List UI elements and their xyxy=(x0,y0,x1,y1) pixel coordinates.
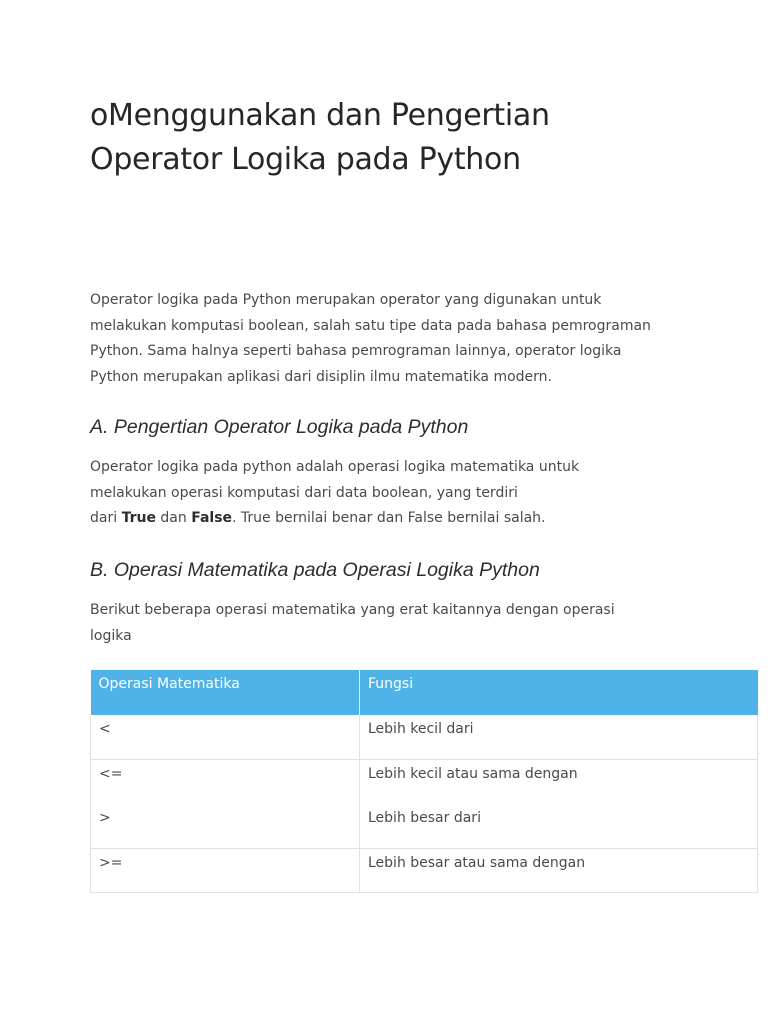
table-row xyxy=(91,849,758,893)
intro-line-2: melakukan komputasi boolean, salah satu tipe data pada bahasa pemrograman xyxy=(90,317,651,334)
operator-cell: >= xyxy=(91,849,360,893)
intro-line-4: Python merupakan aplikasi dari disiplin ilmu matematika modern. xyxy=(90,368,552,385)
function-cell: Lebih kecil dari xyxy=(360,715,758,760)
table-row xyxy=(91,760,758,805)
page-title xyxy=(90,94,710,182)
section-b-line-2: logika xyxy=(90,627,132,644)
section-a-heading: A. Pengertian Operator Logika pada Python xyxy=(90,416,469,438)
section-a-line-3 xyxy=(90,506,690,532)
operator-cell: > xyxy=(91,804,360,849)
table-row xyxy=(91,804,758,849)
operator-table xyxy=(90,670,758,893)
section-a-paragraph xyxy=(90,455,690,532)
section-b-heading: B. Operasi Matematika pada Operasi Logika Python xyxy=(90,559,540,581)
function-cell: Lebih besar atau sama dengan xyxy=(360,849,758,893)
function-cell: Lebih besar dari xyxy=(360,804,758,849)
table-row xyxy=(91,715,758,760)
false-keyword: False xyxy=(191,510,233,526)
intro-paragraph xyxy=(90,288,690,390)
section-b-paragraph xyxy=(90,598,690,649)
title-line-1: oMenggunakan dan Pengertian xyxy=(90,98,550,133)
header-operasi-matematika: Operasi Matematika xyxy=(91,670,360,715)
line-prefix: dari xyxy=(90,510,122,526)
true-keyword: True xyxy=(121,510,156,526)
intro-line-3: Python. Sama halnya seperti bahasa pemrograman lainnya, operator logika xyxy=(90,343,622,359)
section-a-line-1: Operator logika pada python adalah operasi logika matematika untuk xyxy=(90,459,580,475)
line-mid: dan xyxy=(155,510,192,526)
line-suffix: . True bernilai benar dan False bernilai salah. xyxy=(232,510,546,526)
intro-line-1: Operator logika pada Python merupakan operator yang digunakan untuk xyxy=(90,292,602,308)
operator-cell: < xyxy=(91,715,360,760)
section-b-line-1: Berikut beberapa operasi matematika yang erat kaitannya dengan operasi xyxy=(90,602,615,618)
section-a-line-2: melakukan operasi komputasi dari data boolean, yang terdiri xyxy=(90,484,518,501)
header-fungsi: Fungsi xyxy=(360,670,758,715)
table-header-row xyxy=(91,670,758,715)
operator-cell: <= xyxy=(91,760,360,805)
function-cell: Lebih kecil atau sama dengan xyxy=(360,760,758,805)
title-line-2: Operator Logika pada Python xyxy=(90,142,521,177)
